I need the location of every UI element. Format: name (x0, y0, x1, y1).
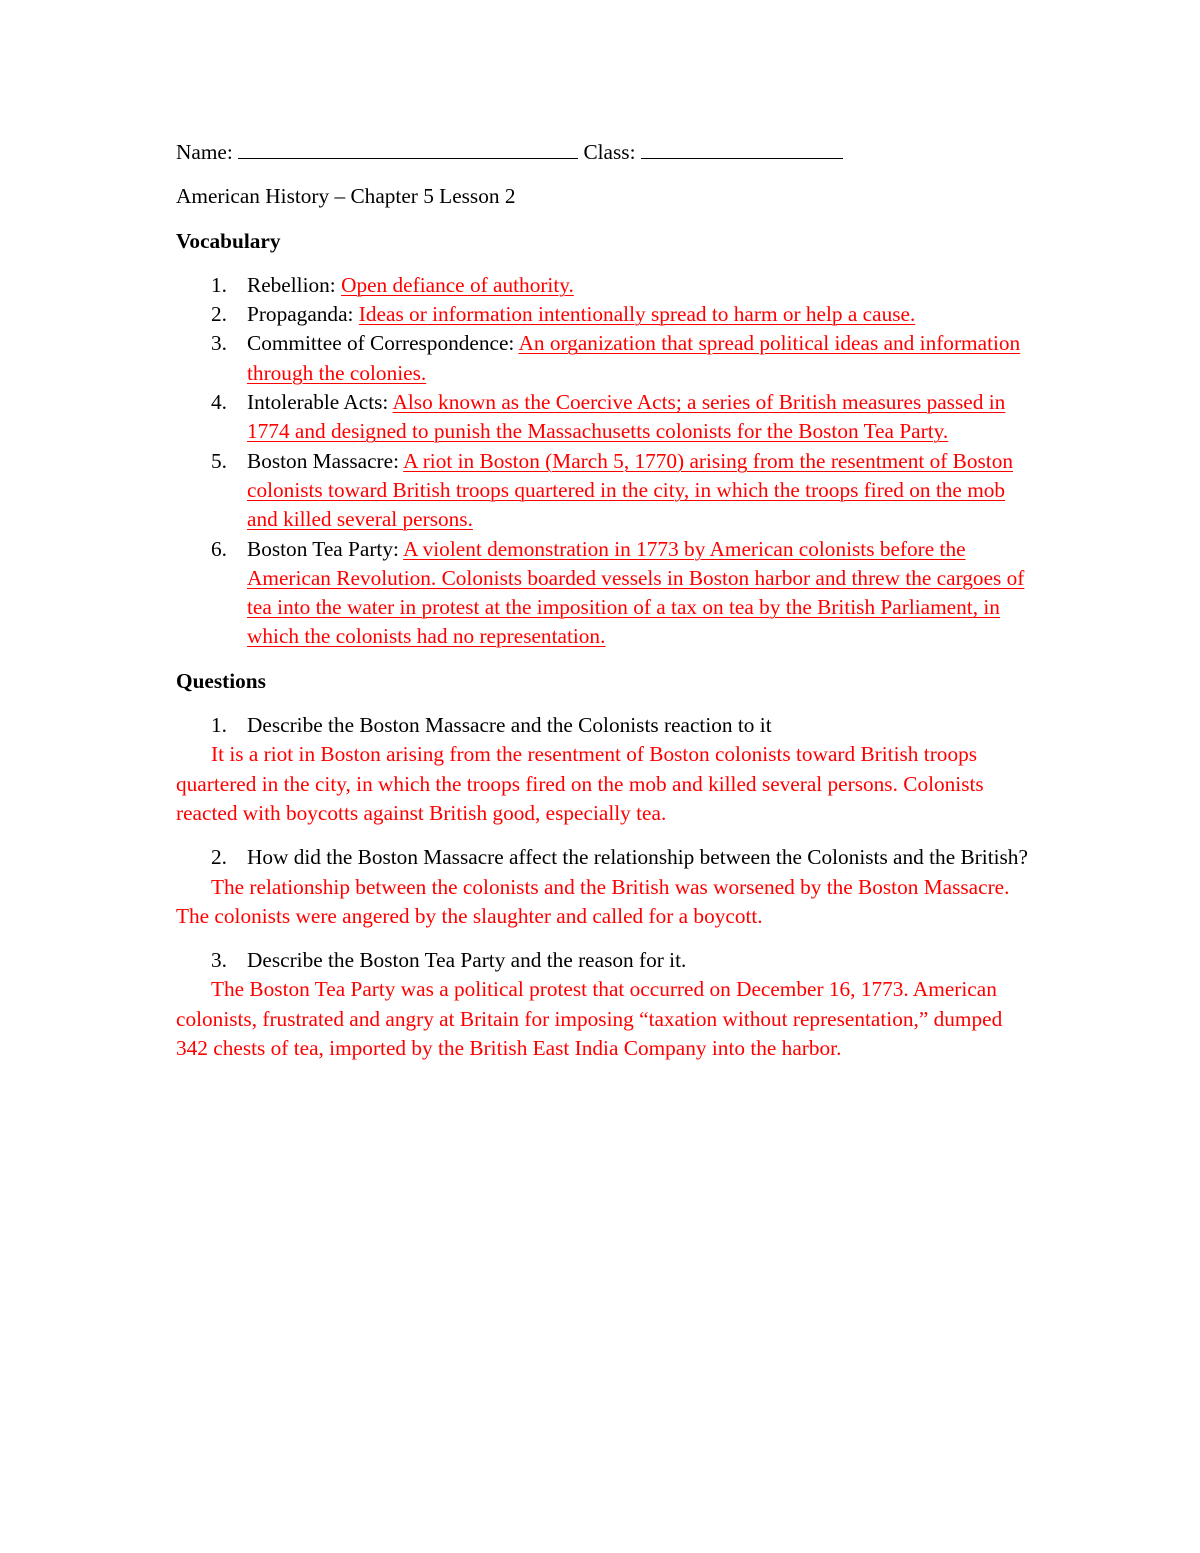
question-text-row (176, 711, 1036, 740)
vocab-item (176, 388, 1036, 447)
vocab-item (176, 300, 1036, 329)
name-label: Name: (176, 140, 233, 164)
questions-heading: Questions (176, 668, 266, 693)
vocab-term: Boston Tea Party: (247, 536, 399, 561)
vocab-term: Rebellion: (247, 272, 336, 297)
name-class-line (176, 138, 1036, 167)
answer-text: The relationship between the colonists and the British was worsened by the Boston Massacre. The colonists were angered by the slaughter and called for a boycott. (176, 874, 1010, 928)
vocab-item (176, 447, 1036, 535)
vocab-definition: Ideas or information intentionally spread to harm or help a cause. (358, 302, 916, 327)
answer-text: It is a riot in Boston arising from the resentment of Boston colonists toward British troops quartered in the city, in which the troops fired on the mob and killed several persons. Colonists reacted with boycotts against British good, especially tea. (176, 742, 984, 825)
questions-section (176, 711, 1036, 1063)
answer-text: The Boston Tea Party was a political protest that occurred on December 16, 1773. American colonists, frustrated and angry at Britain for imposing “taxation without representation,” dumped 342 chests of tea, imported by the British East India Company into the harbor. (176, 977, 1003, 1061)
vocab-number: 2. (211, 302, 227, 327)
vocab-number: 1. (211, 272, 227, 297)
document-content (176, 138, 1036, 1078)
vocab-term: Propaganda: (247, 302, 354, 327)
document-title: American History – Chapter 5 Lesson 2 (176, 184, 516, 209)
vocab-item (176, 329, 1036, 388)
vocab-definition: A violent demonstration in 1773 by American colonists before the American Revolution. Colonists boarded vessels in Boston harbor and threw the cargoes of tea into the water in protest at the imposition of a tax on tea by the British Parliament, in which the colonists had no representation. (247, 536, 1025, 649)
vocab-definition: A riot in Boston (March 5, 1770) arising from the resentment of Boston colonists toward British troops quartered in the city, in which the troops fired on the mob and killed several persons. (247, 448, 1014, 532)
vocab-term: Committee of Correspondence: (247, 331, 515, 356)
question-number: 1. (211, 713, 227, 738)
question-text: Describe the Boston Tea Party and the reason for it. (247, 948, 687, 973)
vocab-item (176, 535, 1036, 652)
class-label: Class: (583, 140, 636, 164)
vocab-item (176, 271, 1036, 300)
vocab-number: 6. (211, 536, 227, 561)
vocab-number: 5. (211, 448, 227, 473)
vocab-definition: An organization that spread political ideas and information through the colonies. (247, 331, 1021, 385)
vocab-definition: Also known as the Coercive Acts; a series of British measures passed in 1774 and designed to punish the Massachusetts colonists for the Boston Tea Party. (247, 390, 1006, 444)
question-number: 3. (211, 948, 227, 973)
name-blank (238, 140, 578, 159)
question-item (176, 946, 1036, 975)
question-number: 2. (211, 845, 227, 870)
vocab-number: 3. (211, 331, 227, 356)
question-item (176, 843, 1036, 872)
question-text: Describe the Boston Massacre and the Colonists reaction to it (247, 713, 772, 738)
vocabulary-list (176, 271, 1036, 652)
question-text-row (176, 946, 1036, 975)
vocab-term: Intolerable Acts: (247, 390, 389, 415)
vocab-definition: Open defiance of authority. (341, 272, 574, 297)
vocabulary-heading: Vocabulary (176, 228, 281, 253)
question-text-row (176, 843, 1036, 872)
question-item (176, 711, 1036, 740)
vocabulary-section (176, 271, 1036, 652)
question-text: How did the Boston Massacre affect the relationship between the Colonists and the British? (247, 845, 1028, 870)
vocab-term: Boston Massacre: (247, 448, 400, 473)
class-blank (641, 140, 843, 159)
vocab-number: 4. (211, 390, 227, 415)
